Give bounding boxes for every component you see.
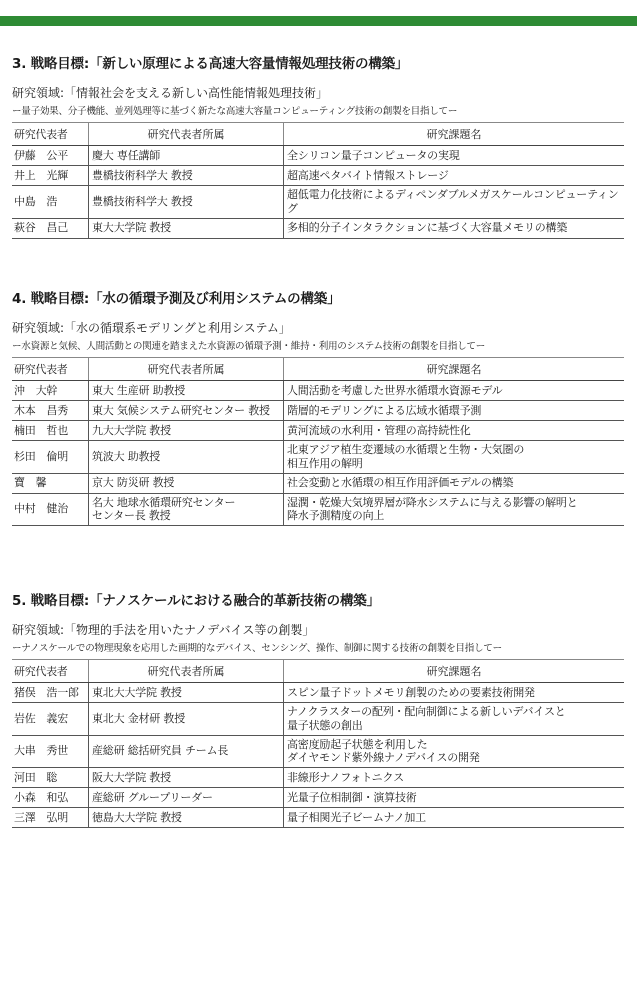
research-topic-text: 超低電力化技術によるディペンダブルメガスケールコンピューティング <box>287 188 619 215</box>
affiliation-text: 京大 防災研 教授 <box>92 476 175 490</box>
representative-name-text: 中村 健治 <box>14 502 68 516</box>
header-topic: 研究課題名 <box>284 123 625 146</box>
representative-name <box>12 768 89 788</box>
research-topic <box>284 381 625 401</box>
affiliation <box>89 166 284 186</box>
research-field: 研究領域:「水の循環系モデリングと利用システム」 <box>12 321 291 335</box>
header-representative: 研究代表者 <box>12 358 89 381</box>
header-topic: 研究課題名 <box>284 358 625 381</box>
research-topic-text: 多相的分子インタラクションに基づく大容量メモリの構築 <box>287 221 568 235</box>
representative-name-text: 河田 聡 <box>14 770 58 784</box>
research-topic-text: 人間活動を考慮した世界水循環水資源モデル <box>287 383 503 397</box>
affiliation-text: 徳島大大学院 教授 <box>92 810 182 824</box>
table-row <box>12 473 624 493</box>
representative-name <box>12 808 89 828</box>
representative-name <box>12 788 89 808</box>
affiliation <box>89 493 284 526</box>
representative-name-text: 杉田 倫明 <box>14 449 68 463</box>
table-row <box>12 768 624 788</box>
header-affiliation: 研究代表者所属 <box>89 358 284 381</box>
research-topic-text: 超高速ペタバイト情報ストレージ <box>287 168 449 182</box>
representative-name <box>12 473 89 493</box>
affiliation <box>89 808 284 828</box>
research-topic <box>284 146 625 166</box>
research-topic-text: 光量子位相制御・演算技術 <box>287 790 417 804</box>
researcher-table <box>12 122 624 239</box>
research-topic-text: 非線形ナノフォトニクス <box>287 770 404 784</box>
research-topic-text: 社会変動と水循環の相互作用評価モデルの構築 <box>287 476 514 490</box>
research-topic-text: 北東アジア植生変遷域の水循環と生物・大気圏の 相互作用の解明 <box>287 443 525 470</box>
representative-name <box>12 186 89 219</box>
research-topic-text: 階層的モデリングによる広域水循環予測 <box>287 403 482 417</box>
representative-name-text: 伊藤 公平 <box>14 148 68 162</box>
top-accent-bar <box>0 16 637 26</box>
representative-name <box>12 166 89 186</box>
affiliation-text: 九大大学院 教授 <box>92 423 171 437</box>
affiliation <box>89 146 284 166</box>
research-topic <box>284 441 625 474</box>
research-topic <box>284 186 625 219</box>
affiliation-text: 豊橋技術科学大 教授 <box>92 168 193 182</box>
affiliation-text: 東大 生産研 助教授 <box>92 383 185 397</box>
header-topic: 研究課題名 <box>284 660 625 683</box>
research-field: 研究領域:「物理的手法を用いたナノデバイス等の創製」 <box>12 623 315 637</box>
affiliation <box>89 381 284 401</box>
affiliation <box>89 473 284 493</box>
section-title: 4. 戦略目標:「水の循環予測及び利用システムの構築」 <box>12 291 341 307</box>
research-topic <box>284 493 625 526</box>
table-row <box>12 186 624 219</box>
affiliation-text: 産総研 総括研究員 チーム長 <box>92 744 229 758</box>
research-topic <box>284 768 625 788</box>
table-row <box>12 788 624 808</box>
research-topic <box>284 218 625 238</box>
research-topic <box>284 735 625 768</box>
header-affiliation: 研究代表者所属 <box>89 660 284 683</box>
research-topic-text: 高密度励起子状態を利用した ダイヤモンド紫外線ナノデバイスの開発 <box>287 737 480 765</box>
affiliation <box>89 703 284 736</box>
affiliation <box>89 401 284 421</box>
representative-name <box>12 493 89 526</box>
research-topic <box>284 703 625 736</box>
representative-name <box>12 146 89 166</box>
affiliation-text: 阪大大学院 教授 <box>92 770 171 784</box>
representative-name-text: 楠田 哲也 <box>14 423 68 437</box>
representative-name-text: 岩佐 義宏 <box>14 711 68 725</box>
table-row <box>12 703 624 736</box>
affiliation-text: 産総研 グループリーダー <box>92 790 213 804</box>
research-topic <box>284 683 625 703</box>
representative-name-text: 井上 光輝 <box>14 168 68 182</box>
representative-name <box>12 401 89 421</box>
representative-name-text: 中島 浩 <box>14 194 58 208</box>
header-representative: 研究代表者 <box>12 660 89 683</box>
affiliation-text: 東北大大学院 教授 <box>92 685 182 699</box>
affiliation-text: 筑波大 助教授 <box>92 449 161 463</box>
research-field-note: ー量子効果、分子機能、並列処理等に基づく新たな高速大容量コンピューティング技術の創製を目指してー <box>12 106 458 117</box>
research-topic-text: スピン量子ドットメモリ創製のための要素技術開発 <box>287 685 535 699</box>
research-field: 研究領域:「情報社会を支える新しい高性能情報処理技術」 <box>12 86 329 100</box>
header-representative: 研究代表者 <box>12 123 89 146</box>
research-topic <box>284 401 625 421</box>
affiliation <box>89 683 284 703</box>
research-topic-text: 黄河流域の水利用・管理の高持続性化 <box>287 423 471 437</box>
affiliation <box>89 421 284 441</box>
representative-name <box>12 441 89 474</box>
research-topic-text: ナノクラスターの配列・配向制御による新しいデバイスと 量子状態の創出 <box>287 705 566 732</box>
representative-name <box>12 218 89 238</box>
representative-name-text: 大串 秀世 <box>14 744 68 758</box>
section-title: 5. 戦略目標:「ナノスケールにおける融合的革新技術の構築」 <box>12 593 380 609</box>
research-topic <box>284 473 625 493</box>
table-row <box>12 401 624 421</box>
research-topic <box>284 166 625 186</box>
representative-name <box>12 683 89 703</box>
representative-name-text: 萩谷 昌己 <box>14 221 68 235</box>
affiliation <box>89 441 284 474</box>
section-title: 3. 戦略目標:「新しい原理による高速大容量情報処理技術の構築」 <box>12 56 409 72</box>
researcher-table <box>12 659 624 828</box>
affiliation <box>89 218 284 238</box>
representative-name <box>12 735 89 768</box>
representative-name-text: 沖 大幹 <box>14 383 58 397</box>
table-row <box>12 735 624 768</box>
strategic-goal-section-5 <box>12 589 624 828</box>
affiliation-text: 慶大 専任講師 <box>92 148 161 162</box>
table-row <box>12 166 624 186</box>
affiliation-text: 東北大 金材研 教授 <box>92 711 185 725</box>
representative-name-text: 寶 馨 <box>14 476 47 490</box>
table-row <box>12 146 624 166</box>
affiliation <box>89 735 284 768</box>
strategic-goal-section-3 <box>12 52 624 239</box>
affiliation-text: 名大 地球水循環研究センター センター長 教授 <box>92 495 236 523</box>
header-affiliation: 研究代表者所属 <box>89 123 284 146</box>
researcher-table <box>12 357 624 526</box>
representative-name-text: 猪俣 浩一郎 <box>14 685 79 699</box>
research-topic-text: 全シリコン量子コンピュータの実現 <box>287 148 460 162</box>
strategic-goal-section-4 <box>12 287 624 526</box>
representative-name <box>12 421 89 441</box>
table-row <box>12 493 624 526</box>
affiliation-text: 豊橋技術科学大 教授 <box>92 194 193 208</box>
research-topic <box>284 421 625 441</box>
affiliation-text: 東大 気候システム研究センター 教授 <box>92 403 270 417</box>
representative-name <box>12 381 89 401</box>
research-topic-text: 湿潤・乾燥大気境界層が降水システムに与える影響の解明と 降水予測精度の向上 <box>287 495 578 523</box>
research-field-note: ーナノスケールでの物理現象を応用した画期的なデバイス、センシング、操作、制御に関する技術の創製を目指してー <box>12 643 502 654</box>
table-row <box>12 808 624 828</box>
table-row <box>12 441 624 474</box>
research-topic-text: 量子相関光子ビームナノ加工 <box>287 810 426 824</box>
affiliation <box>89 788 284 808</box>
affiliation-text: 東大大学院 教授 <box>92 221 171 235</box>
affiliation <box>89 768 284 788</box>
table-row <box>12 218 624 238</box>
representative-name <box>12 703 89 736</box>
research-topic <box>284 788 625 808</box>
research-field-note: ー水資源と気候、人間活動との関連を踏まえた水資源の循環予測・維持・利用のシステム技術の創製を目指してー <box>12 341 486 352</box>
representative-name-text: 小森 和弘 <box>14 790 68 804</box>
affiliation <box>89 186 284 219</box>
representative-name-text: 木本 昌秀 <box>14 403 68 417</box>
representative-name-text: 三澤 弘明 <box>14 810 68 824</box>
table-row <box>12 421 624 441</box>
table-row <box>12 683 624 703</box>
research-topic <box>284 808 625 828</box>
table-row <box>12 381 624 401</box>
